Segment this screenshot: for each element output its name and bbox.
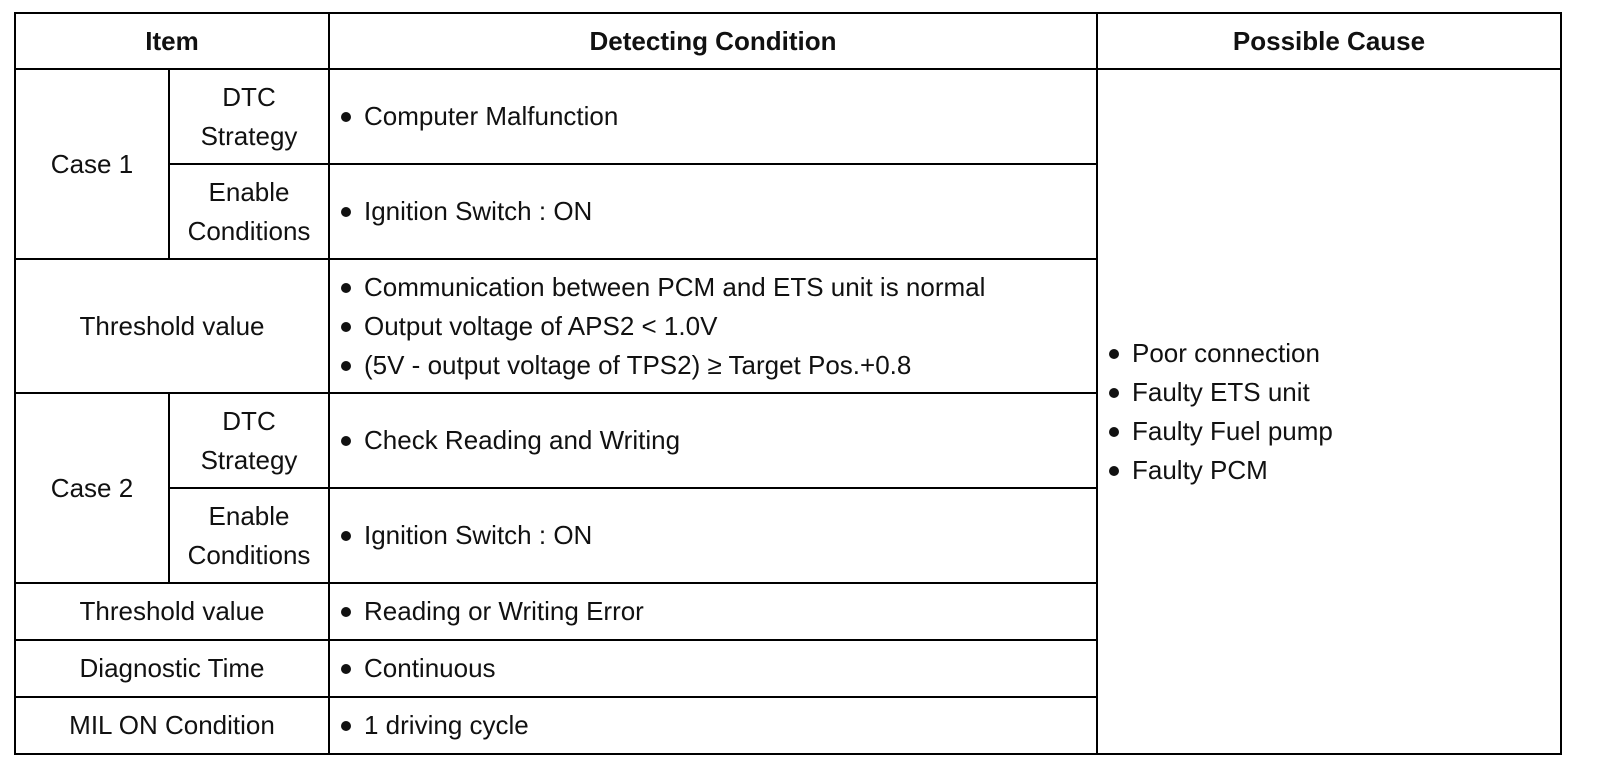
threshold2-value xyxy=(329,583,1097,640)
label-line: Conditions xyxy=(187,539,311,570)
bullet-item: Computer Malfunction xyxy=(338,97,1088,136)
case1-enable-value xyxy=(329,164,1097,259)
dtc-table xyxy=(14,12,1562,755)
label-line: DTC xyxy=(222,81,276,112)
case1-enable-label xyxy=(169,164,329,259)
label-line: Strategy xyxy=(200,444,298,475)
bullet-item: Ignition Switch : ON xyxy=(338,192,1088,231)
bullet-item: 1 driving cycle xyxy=(338,706,1088,745)
bullet-item: Continuous xyxy=(338,649,1088,688)
case2-enable-value xyxy=(329,488,1097,583)
diagnostic-time-value xyxy=(329,640,1097,697)
bullet-item: Communication between PCM and ETS unit is normal xyxy=(338,268,1088,307)
mil-on-condition-value xyxy=(329,697,1097,754)
bullet-item: Output voltage of APS2 < 1.0V xyxy=(338,307,1088,346)
case1-strategy-value xyxy=(329,69,1097,164)
case2-label: Case 2 xyxy=(15,393,169,583)
case2-strategy-label xyxy=(169,393,329,488)
header-detecting-condition: Detecting Condition xyxy=(329,13,1097,69)
header-item: Item xyxy=(15,13,329,69)
label-line: Strategy xyxy=(200,120,298,151)
case2-enable-label xyxy=(169,488,329,583)
threshold1-label: Threshold value xyxy=(15,259,329,393)
threshold2-label: Threshold value xyxy=(15,583,329,640)
case2-strategy-value xyxy=(329,393,1097,488)
possible-cause-cell xyxy=(1097,69,1561,754)
diagnostic-time-label: Diagnostic Time xyxy=(15,640,329,697)
case1-label: Case 1 xyxy=(15,69,169,259)
bullet-item: Check Reading and Writing xyxy=(338,421,1088,460)
header-row xyxy=(15,13,1561,69)
cause-item: Poor connection xyxy=(1106,334,1552,373)
label-line: DTC xyxy=(222,405,276,436)
header-possible-cause: Possible Cause xyxy=(1097,13,1561,69)
table-row xyxy=(15,69,1561,164)
bullet-item: Ignition Switch : ON xyxy=(338,516,1088,555)
cause-list xyxy=(1106,334,1552,490)
cause-item: Faulty PCM xyxy=(1106,451,1552,490)
threshold1-value xyxy=(329,259,1097,393)
label-line: Enable xyxy=(208,500,290,531)
bullet-item: Reading or Writing Error xyxy=(338,592,1088,631)
bullet-item: (5V - output voltage of TPS2) ≥ Target Pos.+0.8 xyxy=(338,346,1088,385)
cause-item: Faulty Fuel pump xyxy=(1106,412,1552,451)
label-line: Conditions xyxy=(187,215,311,246)
label-line: Enable xyxy=(208,176,290,207)
cause-item: Faulty ETS unit xyxy=(1106,373,1552,412)
case1-strategy-label xyxy=(169,69,329,164)
mil-on-condition-label: MIL ON Condition xyxy=(15,697,329,754)
